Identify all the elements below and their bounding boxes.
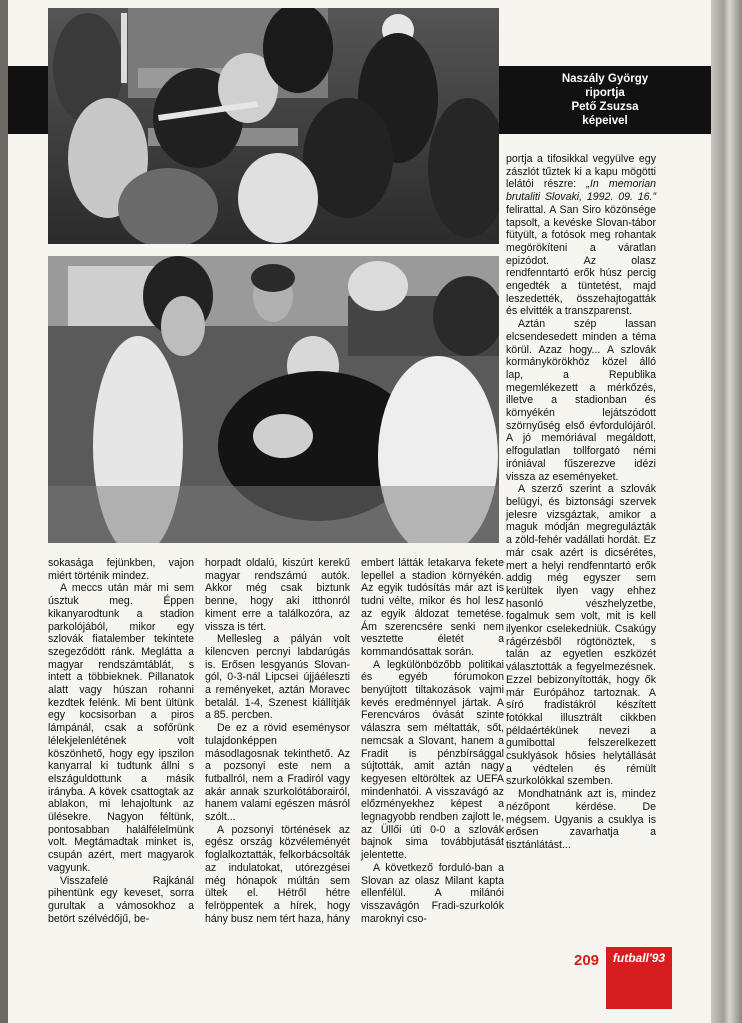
photo-police-in-stands	[48, 8, 499, 244]
paragraph: Visszafelé Rajkánál pihentünk egy keveset, sorra gurultak a vámosokhoz a betört szélvédőjű, be-	[48, 874, 194, 925]
photo-injured-fan	[48, 256, 499, 543]
article-column-4	[506, 153, 656, 852]
article-column-1	[48, 557, 194, 925]
paragraph: A legkülönbözőbb politikai és egyéb fórumokon benyújtott tiltakozások vajmi kevés eredménnyel jártak. A Ferencváros óvását szinte válaszra sem méltatták, sőt, nemcsak a Slovant, hanem a Fradit is pénzbírsággal sújtották, amit aztán nagy kegyesen eltöröltek az UEFA mindenhatói. A visszavágó az előzményekhez képest a legnagyobb rendben zajlott le, az Üllői úti 0-0 a szlovák bajnok sima továbbjutását jelentette.	[361, 658, 504, 862]
magazine-logo: futball'93	[606, 947, 672, 1009]
magazine-page	[8, 0, 711, 1023]
credit-photographer: Pető Zsuzsa	[571, 101, 639, 113]
page-edge-stack	[711, 0, 742, 1023]
credit-role: riportja	[585, 87, 625, 99]
paragraph: A pozsonyi történések az egész ország közvéleményét foglalkoztatták, felkorbácsolták az indulatokat, utórezgései még hónapok múltán sem ültek el. Hétről hétre felröppentek a hírek, hogy hány busz nem tért haza, hány	[205, 823, 350, 925]
credit-photographer-role: képeivel	[582, 115, 628, 127]
credit-author: Naszály György	[561, 73, 649, 85]
photo-big-image	[48, 256, 499, 543]
paragraph: horpadt oldalú, kiszúrt kerekű magyar rendszámú autók. Akkor még csak biztunk benne, hogy aki itthonról kiment erre a találkozóra, az vissza is tért.	[205, 557, 350, 633]
photo-top-image	[48, 8, 499, 244]
paragraph: A következő forduló-ban a Slovan az olasz Milant kapta ellenfélül. A milánói visszavágón Fradi-szurkolók maroknyi cso-	[361, 861, 504, 925]
paragraph: embert látták letakarva fekete lepellel a stadion környékén. Az egyik tudósítás már azt is tudni vélte, mikor és hol lesz az egyik áldozat temetése. Ám szerencsére senki nem vesztette életét a kommandósattak során.	[361, 557, 504, 658]
paragraph: sokasága fejünkben, vajon miért történik mindez.	[48, 557, 194, 582]
paragraph: A szerző szerint a szlovák belügyi, és biztonsági szervek jelesre vizsgáztak, amikor a maguk módján megregulázták a zöld-fehér vadállati hordát. Ez már csak azért is dicsérétes, mert a helyi rendfenntartó erők addig még egyszer sem kerültek ilyen vagy ehhez hasonló vészhelyzetbe, fogalmuk sem volt, mit is kell ilyenkor cselekedniük. Csakúgy rágérzésből rögtönöztek, s talán az egyetlen eszközét választották a fegyelmezésnek. Ezzel bebizonyították, hogy ők már Európához tartoznak. A síró fradistákról készített fotókkal illusztrált cikkben példaértékünek nevezi a gumibottal felszerelkezett csuklyások hősies helytállását a védtelen és rémült szurkolókkal szemben.	[506, 483, 656, 788]
photo-credit	[506, 72, 704, 128]
paragraph	[506, 153, 656, 318]
paragraph: De ez a rövid eseménysor tulajdonképpen másodlagosnak tekinthető. Az a pozsonyi este nem a futballról, nem a Fradiról vagy akár annak szurkolótáborairól, hanem valami egészen másról szólt...	[205, 722, 350, 824]
page-number: 209	[574, 952, 600, 969]
article-column-2	[205, 557, 350, 925]
paragraph: Mellesleg a pályán volt kilencven percnyi labdarúgás is. Erősen lesgyanús Slovan-gól, 0-3-nál Lipcsei újjáéleszti a reményeket, aztán Moravec betalál. 1-4, Szenest kiállítják a 85. percben.	[205, 633, 350, 722]
text-run: felirattal. A San Siro közönsége tapsolt, a kevéske Slovan-tábor fütyült, a fotósok meg rohantak megörökíteni a váratlan epizódot. Az olasz rendfenntartó erők húsz percig engedték a tüntetést, majd leszedették, összehajtogatták és elvitték a transzparenst.	[506, 203, 656, 318]
banner-quote: „In memorian brutaliti Slovaki, 1992. 09. 16.”	[506, 178, 657, 204]
text-run: portja a tifosikkal vegyülve egy zászlót tűztek ki a kapu mögötti lelátói részre:	[506, 153, 656, 191]
article-column-3	[361, 557, 504, 925]
paragraph: Mondhatnánk azt is, mindez nézőpont kérdése. De mégsem. Ugyanis a csuklya is erősen zavarhatja a tisztánlátást...	[506, 788, 656, 851]
paragraph: A meccs után már mi sem úsztuk meg. Éppen kikanyarodtunk a stadion parkolójából, mikor egy szlovák fiatalember tekintete szegeződött ránk. Meglátta a magyar rendszámtáblát, s intett a többieknek. Pillanatok alatt vagy húszan rohanni kezdtek felénk. Mi bent ültünk egy kocsisorban a piros lámpánál, csak a sofőrünk lélekjelenlétének volt köszönhető, hogy egy ipszilon kanyarral ki tudtunk állni s elszáguldottunk a másik irányba. A kövek csattogtak az ablakon, mi lehajoltunk az ülésekre. Nagyon féltünk, pontosabban halálfélelmünk volt. Megtámadtak minket is, csupán azért, mert magyarok vagyunk.	[48, 582, 194, 874]
paragraph: Aztán szép lassan elcsendesedett minden a téma körül. Azaz hogy... A szlovák kormánykörökhöz közel álló lap, a Republika megemlékezett a mérkőzés, illetve a stadionban és környékén lejátszódott szörnyűség első évfordulójáról. A jó memóriával megáldott, elfogulatlan tollforgató némi iróniával fűszerezve idézi vissza az eseményeket.	[506, 318, 656, 483]
